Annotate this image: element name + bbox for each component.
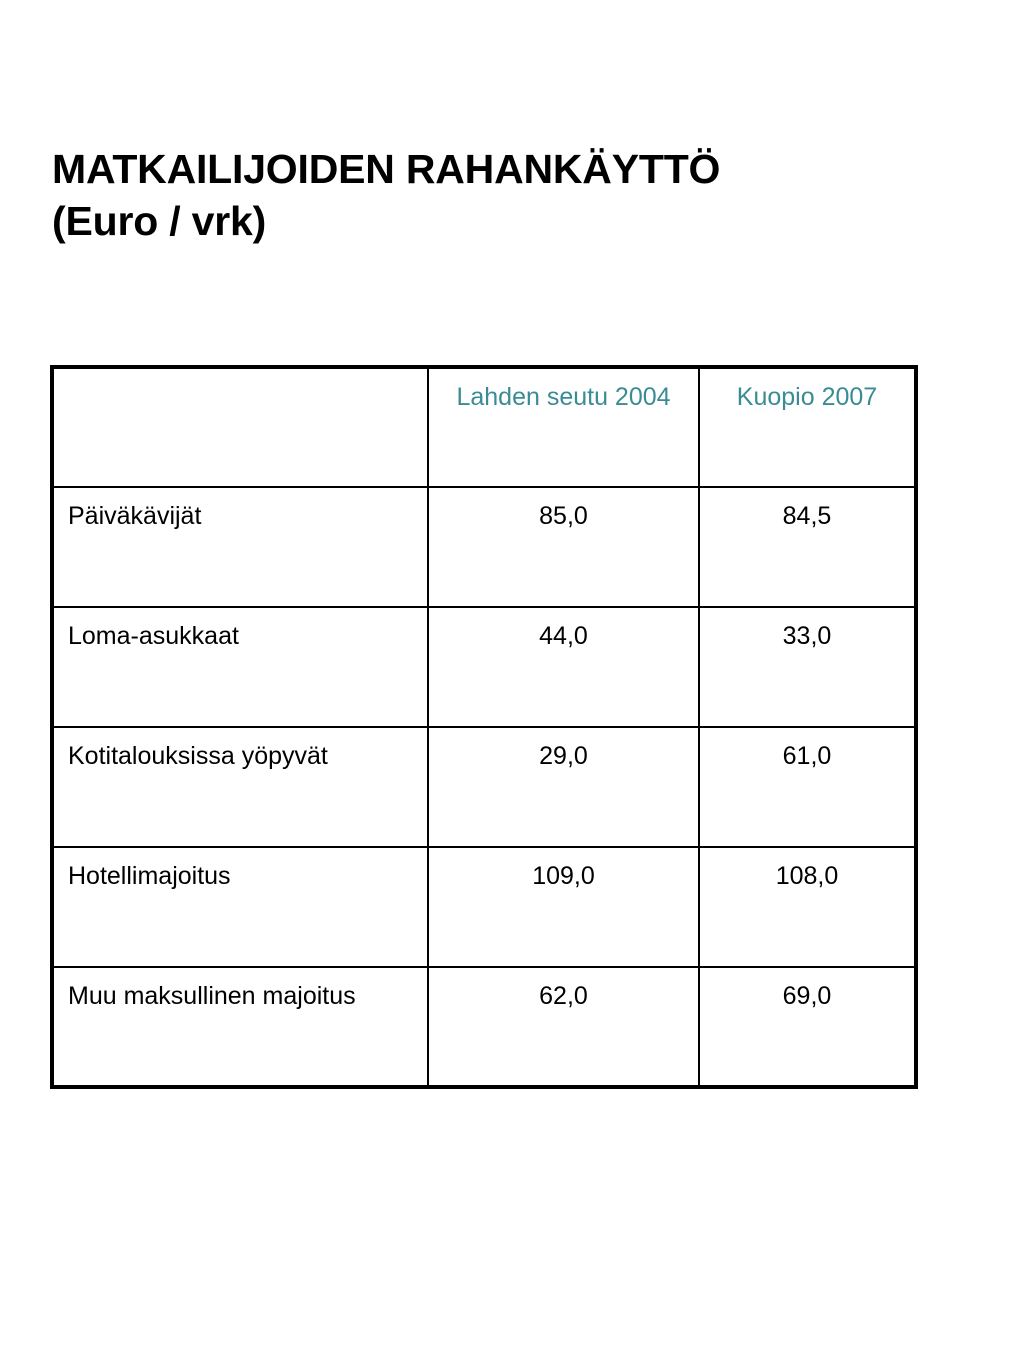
row-label: Loma-asukkaat bbox=[52, 607, 428, 727]
value-lahti: 85,0 bbox=[428, 487, 699, 607]
value-lahti: 29,0 bbox=[428, 727, 699, 847]
table-row bbox=[52, 727, 916, 847]
header-empty-cell bbox=[52, 367, 428, 487]
value-kuopio: 33,0 bbox=[699, 607, 916, 727]
table-row bbox=[52, 967, 916, 1087]
row-label: Päiväkävijät bbox=[52, 487, 428, 607]
row-label: Kotitalouksissa yöpyvät bbox=[52, 727, 428, 847]
value-kuopio: 61,0 bbox=[699, 727, 916, 847]
header-lahden-seutu-2004: Lahden seutu 2004 bbox=[428, 367, 699, 487]
row-label: Hotellimajoitus bbox=[52, 847, 428, 967]
table-header-row bbox=[52, 367, 916, 487]
title-line-1: MATKAILIJOIDEN RAHANKÄYTTÖ bbox=[52, 146, 721, 192]
value-kuopio: 108,0 bbox=[699, 847, 916, 967]
value-lahti: 44,0 bbox=[428, 607, 699, 727]
row-label: Muu maksullinen majoitus bbox=[52, 967, 428, 1087]
header-kuopio-2007: Kuopio 2007 bbox=[699, 367, 916, 487]
value-kuopio: 69,0 bbox=[699, 967, 916, 1087]
value-lahti: 62,0 bbox=[428, 967, 699, 1087]
table-row bbox=[52, 487, 916, 607]
value-kuopio: 84,5 bbox=[699, 487, 916, 607]
spending-table bbox=[50, 365, 918, 1089]
table-row bbox=[52, 847, 916, 967]
page-title bbox=[52, 143, 720, 247]
table-row bbox=[52, 607, 916, 727]
value-lahti: 109,0 bbox=[428, 847, 699, 967]
title-line-2: (Euro / vrk) bbox=[52, 198, 267, 244]
